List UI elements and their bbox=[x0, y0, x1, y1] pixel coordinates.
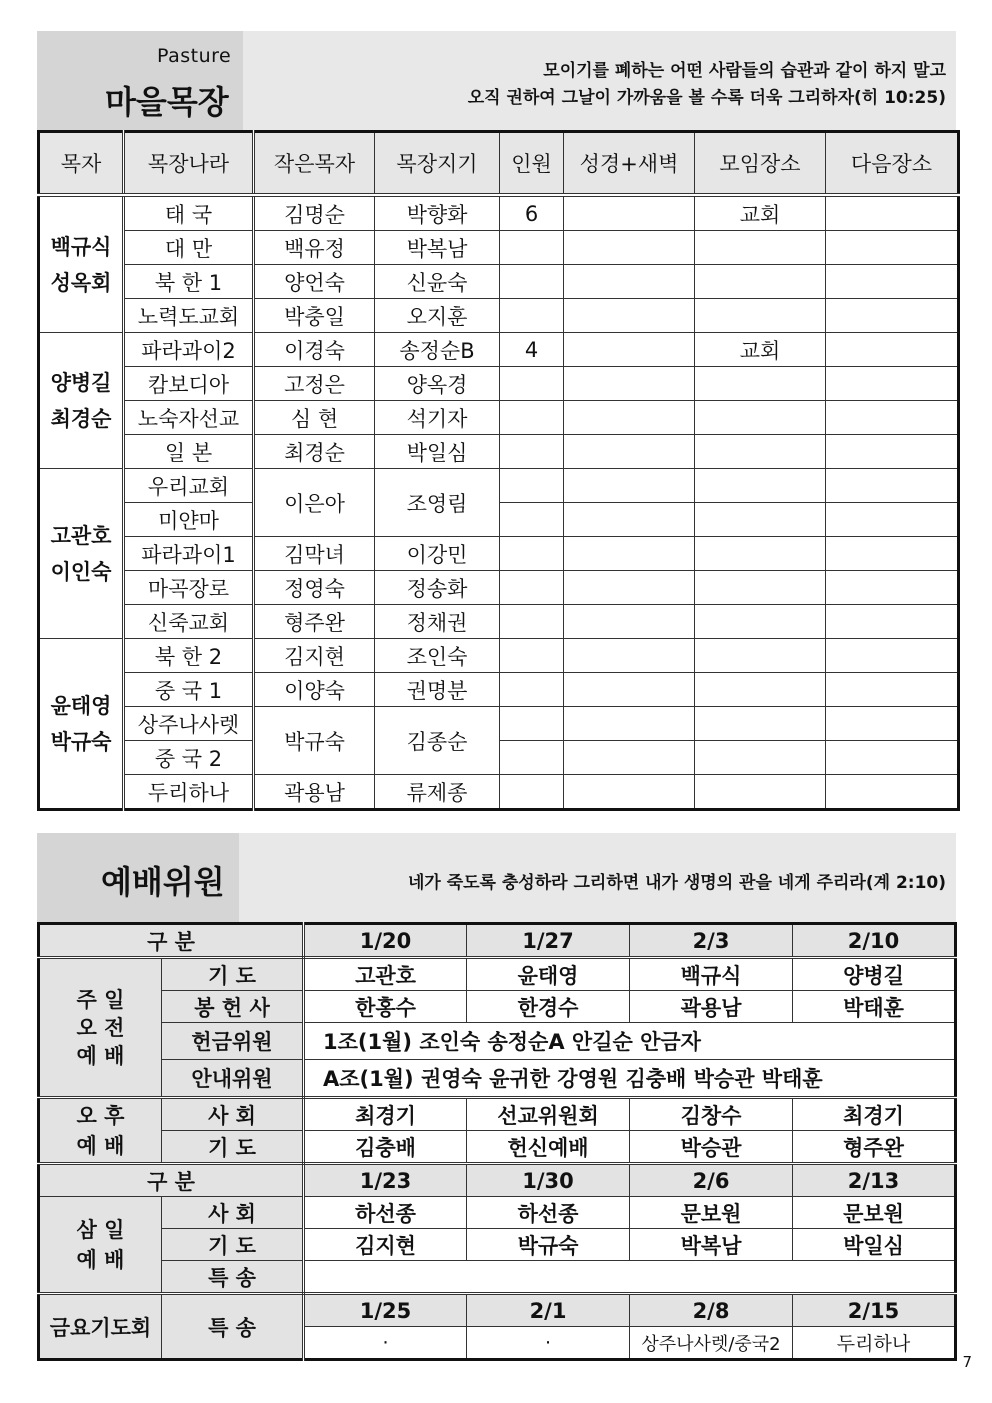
name-cell: 최경기 bbox=[304, 1098, 467, 1131]
date-cell: 2/8 bbox=[630, 1294, 793, 1327]
next-cell bbox=[826, 401, 959, 435]
role-label: 사 회 bbox=[162, 1197, 304, 1229]
leader-name: 고관호 bbox=[50, 523, 112, 548]
next-cell bbox=[826, 333, 959, 367]
count-cell bbox=[500, 299, 564, 333]
table-row bbox=[39, 537, 959, 571]
place-cell bbox=[695, 299, 826, 333]
next-cell bbox=[826, 469, 959, 503]
table-row bbox=[39, 1098, 956, 1131]
role-label: 사 회 bbox=[162, 1098, 304, 1131]
table-row bbox=[39, 1060, 956, 1098]
country-cell: 태 국 bbox=[124, 195, 254, 231]
count-cell bbox=[500, 673, 564, 707]
date-cell: 1/20 bbox=[304, 924, 467, 958]
table-row bbox=[39, 1023, 956, 1060]
name-cell: 곽용남 bbox=[630, 991, 793, 1023]
pasture-header-row bbox=[39, 132, 959, 196]
sunday-pm-label bbox=[39, 1098, 162, 1164]
next-cell bbox=[826, 673, 959, 707]
header-cell: 목장지기 bbox=[375, 132, 500, 196]
table-row bbox=[39, 958, 956, 991]
leader-name: 백규식 bbox=[50, 234, 112, 259]
table-row bbox=[39, 1294, 956, 1327]
bible-cell bbox=[564, 333, 695, 367]
name-cell: 박태훈 bbox=[793, 991, 956, 1023]
country-cell: 중 국 1 bbox=[124, 673, 254, 707]
place-cell bbox=[695, 741, 826, 775]
country-cell: 북 한 1 bbox=[124, 265, 254, 299]
table-row bbox=[39, 299, 959, 333]
count-cell bbox=[500, 401, 564, 435]
table-row bbox=[39, 1261, 956, 1294]
keeper-cell: 조영림 bbox=[375, 469, 500, 537]
country-cell: 일 본 bbox=[124, 435, 254, 469]
place-cell bbox=[695, 265, 826, 299]
role-label: 특 송 bbox=[162, 1261, 304, 1294]
role-label: 기 도 bbox=[162, 1229, 304, 1261]
label-line: 예 배 bbox=[76, 1247, 125, 1272]
next-cell bbox=[826, 265, 959, 299]
count-cell bbox=[500, 537, 564, 571]
leader-name: 박규숙 bbox=[50, 729, 112, 754]
count-cell bbox=[500, 503, 564, 537]
table-row bbox=[39, 333, 959, 367]
date-cell: 2/1 bbox=[467, 1294, 630, 1327]
name-cell: 헌신예배 bbox=[467, 1131, 630, 1164]
worship-header bbox=[37, 833, 956, 922]
next-cell bbox=[826, 741, 959, 775]
place-cell bbox=[695, 469, 826, 503]
group-leaders bbox=[39, 639, 124, 810]
table-row bbox=[39, 639, 959, 673]
header-cell: 작은목자 bbox=[254, 132, 375, 196]
group-leaders bbox=[39, 469, 124, 639]
table-row bbox=[39, 673, 959, 707]
keeper-cell: 정송화 bbox=[375, 571, 500, 605]
count-cell bbox=[500, 435, 564, 469]
header-cell: 다음장소 bbox=[826, 132, 959, 196]
header-cell: 성경+새벽 bbox=[564, 132, 695, 196]
name-cell: 박승관 bbox=[630, 1131, 793, 1164]
count-cell: 4 bbox=[500, 333, 564, 367]
bible-cell bbox=[564, 775, 695, 810]
bible-cell bbox=[564, 639, 695, 673]
table-row bbox=[39, 265, 959, 299]
country-cell: 북 한 2 bbox=[124, 639, 254, 673]
label-line: 예 배 bbox=[76, 1043, 125, 1068]
place-cell bbox=[695, 605, 826, 639]
date-cell: 2/10 bbox=[793, 924, 956, 958]
friday-label: 금요기도회 bbox=[39, 1294, 162, 1360]
small-leader-cell: 이양숙 bbox=[254, 673, 375, 707]
name-cell: 상주나사렛/중국2 bbox=[630, 1327, 793, 1360]
place-cell bbox=[695, 503, 826, 537]
keeper-cell: 양옥경 bbox=[375, 367, 500, 401]
name-cell: 형주완 bbox=[793, 1131, 956, 1164]
leader-name: 성옥회 bbox=[50, 270, 112, 295]
table-row bbox=[39, 231, 959, 265]
place-cell bbox=[695, 673, 826, 707]
place-cell: 교회 bbox=[695, 333, 826, 367]
page-number: 7 bbox=[962, 1353, 972, 1371]
count-cell bbox=[500, 265, 564, 299]
country-cell: 신죽교회 bbox=[124, 605, 254, 639]
wednesday-label bbox=[39, 1197, 162, 1294]
place-cell bbox=[695, 571, 826, 605]
small-leader-cell: 형주완 bbox=[254, 605, 375, 639]
table-row bbox=[39, 1197, 956, 1229]
table-row bbox=[39, 367, 959, 401]
label-line: 오 전 bbox=[76, 1015, 125, 1040]
count-cell bbox=[500, 741, 564, 775]
label-line: 오 후 bbox=[76, 1103, 125, 1128]
small-leader-cell: 김지현 bbox=[254, 639, 375, 673]
date-cell: 2/15 bbox=[793, 1294, 956, 1327]
name-cell: 문보원 bbox=[630, 1197, 793, 1229]
keeper-cell: 권명분 bbox=[375, 673, 500, 707]
keeper-cell: 송정순B bbox=[375, 333, 500, 367]
keeper-cell: 박일심 bbox=[375, 435, 500, 469]
small-leader-cell: 김막녀 bbox=[254, 537, 375, 571]
name-cell: 김창수 bbox=[630, 1098, 793, 1131]
place-cell: 교회 bbox=[695, 195, 826, 231]
bible-cell bbox=[564, 707, 695, 741]
small-leader-cell: 양언숙 bbox=[254, 265, 375, 299]
table-row bbox=[39, 401, 959, 435]
small-leader-cell: 정영숙 bbox=[254, 571, 375, 605]
leader-name: 최경순 bbox=[50, 406, 112, 431]
small-leader-cell: 최경순 bbox=[254, 435, 375, 469]
name-cell: 한경수 bbox=[467, 991, 630, 1023]
table-row bbox=[39, 435, 959, 469]
country-cell: 노력도교회 bbox=[124, 299, 254, 333]
header-cell: 인원 bbox=[500, 132, 564, 196]
bible-cell bbox=[564, 571, 695, 605]
bible-cell bbox=[564, 469, 695, 503]
country-cell: 마곡장로 bbox=[124, 571, 254, 605]
country-cell: 노숙자선교 bbox=[124, 401, 254, 435]
country-cell: 파라과이1 bbox=[124, 537, 254, 571]
name-cell: 박복남 bbox=[630, 1229, 793, 1261]
label-line: 예 배 bbox=[76, 1133, 125, 1158]
offering-committee: 1조(1월) 조인숙 송정순A 안길순 안금자 bbox=[304, 1023, 956, 1060]
pasture-title: 마을목장 bbox=[105, 83, 229, 121]
small-leader-cell: 박규숙 bbox=[254, 707, 375, 775]
date-cell: 1/25 bbox=[304, 1294, 467, 1327]
next-cell bbox=[826, 707, 959, 741]
small-leader-cell: 심 현 bbox=[254, 401, 375, 435]
table-row bbox=[39, 1131, 956, 1164]
table-row bbox=[39, 571, 959, 605]
keeper-cell: 석기자 bbox=[375, 401, 500, 435]
small-leader-cell: 이경숙 bbox=[254, 333, 375, 367]
next-cell bbox=[826, 231, 959, 265]
count-cell bbox=[500, 707, 564, 741]
bible-cell bbox=[564, 537, 695, 571]
pasture-table bbox=[37, 130, 960, 811]
pasture-subtitle: Pasture bbox=[157, 45, 232, 67]
count-cell bbox=[500, 605, 564, 639]
country-cell: 두리하나 bbox=[124, 775, 254, 810]
country-cell: 미얀마 bbox=[124, 503, 254, 537]
count-cell bbox=[500, 469, 564, 503]
pasture-verse-1: 모이기를 폐하는 어떤 사람들의 습관과 같이 하지 말고 bbox=[543, 61, 946, 81]
name-cell: 윤태영 bbox=[467, 958, 630, 991]
keeper-cell: 오지훈 bbox=[375, 299, 500, 333]
count-cell bbox=[500, 231, 564, 265]
date-cell: 2/3 bbox=[630, 924, 793, 958]
name-cell: 한홍수 bbox=[304, 991, 467, 1023]
count-cell bbox=[500, 639, 564, 673]
bible-cell bbox=[564, 299, 695, 333]
bible-cell bbox=[564, 741, 695, 775]
name-cell: 두리하나 bbox=[793, 1327, 956, 1360]
small-leader-cell: 박충일 bbox=[254, 299, 375, 333]
name-cell: 양병길 bbox=[793, 958, 956, 991]
header-cell: 모임장소 bbox=[695, 132, 826, 196]
table-row bbox=[39, 1164, 956, 1197]
date-cell: 2/13 bbox=[793, 1164, 956, 1197]
next-cell bbox=[826, 435, 959, 469]
country-cell: 대 만 bbox=[124, 231, 254, 265]
name-cell: 백규식 bbox=[630, 958, 793, 991]
group-leaders bbox=[39, 195, 124, 333]
keeper-cell: 류제종 bbox=[375, 775, 500, 810]
name-cell: 하선종 bbox=[304, 1197, 467, 1229]
date-cell: 1/30 bbox=[467, 1164, 630, 1197]
country-cell: 상주나사렛 bbox=[124, 707, 254, 741]
bible-cell bbox=[564, 231, 695, 265]
table-row bbox=[39, 195, 959, 231]
place-cell bbox=[695, 435, 826, 469]
name-cell: 최경기 bbox=[793, 1098, 956, 1131]
sunday-am-label bbox=[39, 958, 162, 1098]
keeper-cell: 이강민 bbox=[375, 537, 500, 571]
role-label: 봉 헌 사 bbox=[162, 991, 304, 1023]
table-row bbox=[39, 924, 956, 958]
name-cell: 박규숙 bbox=[467, 1229, 630, 1261]
table-row bbox=[39, 991, 956, 1023]
bible-cell bbox=[564, 673, 695, 707]
country-cell: 캄보디아 bbox=[124, 367, 254, 401]
keeper-cell: 조인숙 bbox=[375, 639, 500, 673]
next-cell bbox=[826, 195, 959, 231]
label-line: 삼 일 bbox=[76, 1217, 125, 1242]
role-label: 특 송 bbox=[162, 1294, 304, 1360]
header-cell: 목장나라 bbox=[124, 132, 254, 196]
keeper-cell: 정채권 bbox=[375, 605, 500, 639]
group-leaders bbox=[39, 333, 124, 469]
next-cell bbox=[826, 503, 959, 537]
place-cell bbox=[695, 537, 826, 571]
date-cell: 2/6 bbox=[630, 1164, 793, 1197]
name-cell: · bbox=[304, 1327, 467, 1360]
bible-cell bbox=[564, 605, 695, 639]
label-line: 주 일 bbox=[76, 987, 125, 1012]
role-label: 기 도 bbox=[162, 1131, 304, 1164]
country-cell: 파라과이2 bbox=[124, 333, 254, 367]
next-cell bbox=[826, 571, 959, 605]
leader-name: 윤태영 bbox=[50, 693, 112, 718]
name-cell: 선교위원회 bbox=[467, 1098, 630, 1131]
pasture-verse-2: 오직 권하여 그날이 가까움을 볼 수록 더욱 그리하자(히 10:25) bbox=[467, 88, 946, 108]
bible-cell bbox=[564, 503, 695, 537]
count-cell bbox=[500, 571, 564, 605]
table-row bbox=[39, 707, 959, 741]
gubun-label: 구 분 bbox=[39, 1164, 304, 1197]
role-label: 헌금위원 bbox=[162, 1023, 304, 1060]
keeper-cell: 박향화 bbox=[375, 195, 500, 231]
keeper-cell: 김종순 bbox=[375, 707, 500, 775]
worship-title: 예배위원 bbox=[101, 863, 225, 901]
place-cell bbox=[695, 707, 826, 741]
worship-verse: 네가 죽도록 충성하라 그리하면 내가 생명의 관을 네게 주리라(계 2:10) bbox=[407, 873, 946, 893]
place-cell bbox=[695, 639, 826, 673]
table-row bbox=[39, 469, 959, 503]
bible-cell bbox=[564, 195, 695, 231]
worship-table bbox=[37, 922, 957, 1361]
small-leader-cell: 백유정 bbox=[254, 231, 375, 265]
leader-name: 이인숙 bbox=[50, 559, 112, 584]
date-cell: 1/27 bbox=[467, 924, 630, 958]
place-cell bbox=[695, 401, 826, 435]
small-leader-cell: 김명순 bbox=[254, 195, 375, 231]
place-cell bbox=[695, 367, 826, 401]
name-cell: · bbox=[467, 1327, 630, 1360]
date-cell: 1/23 bbox=[304, 1164, 467, 1197]
keeper-cell: 박복남 bbox=[375, 231, 500, 265]
name-cell: 박일심 bbox=[793, 1229, 956, 1261]
next-cell bbox=[826, 537, 959, 571]
next-cell bbox=[826, 299, 959, 333]
name-cell: 김지현 bbox=[304, 1229, 467, 1261]
pasture-header bbox=[37, 31, 956, 130]
next-cell bbox=[826, 775, 959, 810]
role-label: 안내위원 bbox=[162, 1060, 304, 1098]
name-cell: 하선종 bbox=[467, 1197, 630, 1229]
small-leader-cell: 이은아 bbox=[254, 469, 375, 537]
bible-cell bbox=[564, 367, 695, 401]
gubun-label: 구 분 bbox=[39, 924, 304, 958]
keeper-cell: 신윤숙 bbox=[375, 265, 500, 299]
name-cell: 문보원 bbox=[793, 1197, 956, 1229]
count-cell bbox=[500, 775, 564, 810]
small-leader-cell: 곽용남 bbox=[254, 775, 375, 810]
place-cell bbox=[695, 775, 826, 810]
role-label: 기 도 bbox=[162, 958, 304, 991]
name-cell: 고관호 bbox=[304, 958, 467, 991]
table-row bbox=[39, 1229, 956, 1261]
header-cell: 목자 bbox=[39, 132, 124, 196]
special-song-cell bbox=[304, 1261, 956, 1294]
place-cell bbox=[695, 231, 826, 265]
next-cell bbox=[826, 605, 959, 639]
leader-name: 양병길 bbox=[50, 370, 112, 395]
bible-cell bbox=[564, 265, 695, 299]
next-cell bbox=[826, 639, 959, 673]
guide-committee: A조(1월) 권영숙 윤귀한 강영원 김충배 박승관 박태훈 bbox=[304, 1060, 956, 1098]
country-cell: 중 국 2 bbox=[124, 741, 254, 775]
country-cell: 우리교회 bbox=[124, 469, 254, 503]
small-leader-cell: 고정은 bbox=[254, 367, 375, 401]
bible-cell bbox=[564, 401, 695, 435]
next-cell bbox=[826, 367, 959, 401]
table-row bbox=[39, 605, 959, 639]
count-cell bbox=[500, 367, 564, 401]
bible-cell bbox=[564, 435, 695, 469]
count-cell: 6 bbox=[500, 195, 564, 231]
name-cell: 김충배 bbox=[304, 1131, 467, 1164]
table-row bbox=[39, 775, 959, 810]
